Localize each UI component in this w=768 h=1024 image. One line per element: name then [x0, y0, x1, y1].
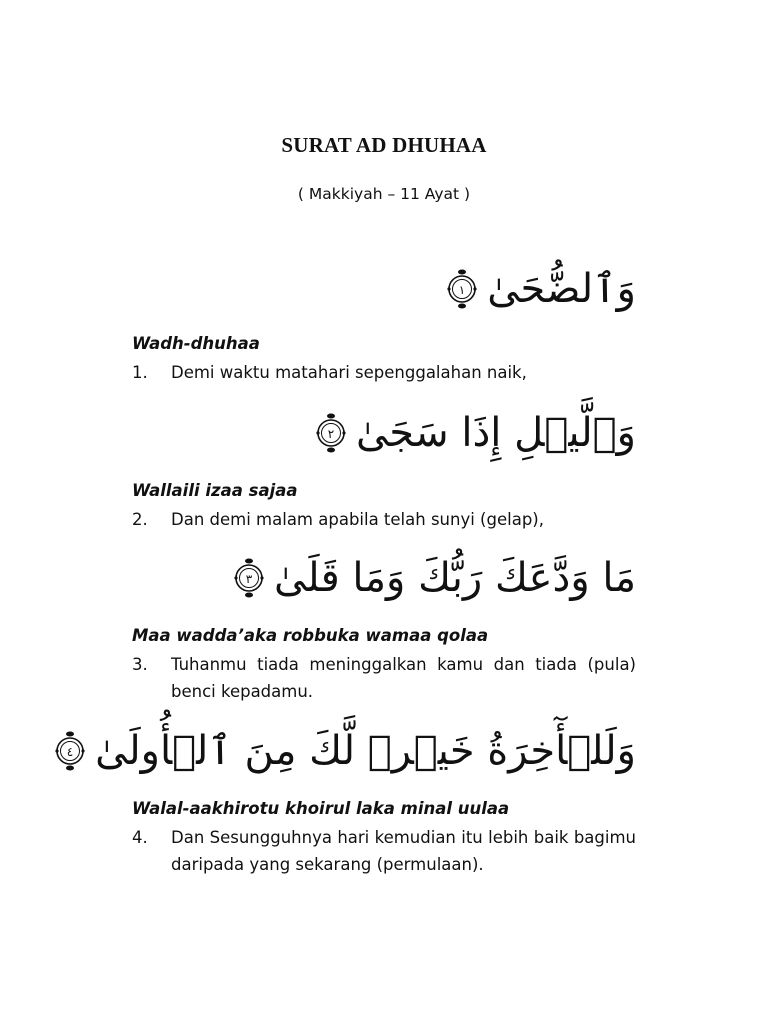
ayah-marker-icon	[232, 555, 266, 601]
translation-text: Dan Sesungguhnya hari kemudian itu lebih baik bagimu daripada yang sekarang (permulaan).	[171, 828, 636, 874]
translation-1	[132, 359, 636, 386]
arabic-verse-3	[232, 555, 636, 601]
verse-number: 4.	[132, 828, 148, 847]
arabic-text: مَا وَدَّعَكَ رَبُّكَ وَمَا قَلَىٰ	[274, 555, 636, 601]
transliteration-1: Wadh-dhuhaa	[132, 334, 260, 353]
transliteration-3: Maa wadda’aka robbuka wamaa qolaa	[132, 626, 489, 645]
verse-number: 1.	[132, 363, 148, 382]
translation-4	[132, 824, 636, 878]
ayah-marker-icon	[314, 410, 348, 456]
arabic-text: وَلَلۡأٓخِرَةُ خَيۡرٞ لَّكَ مِنَ ٱلۡأُولَىٰ	[95, 728, 636, 774]
arabic-text: وَٱلضُّحَىٰ	[487, 266, 636, 312]
translation-text: Demi waktu matahari sepenggalahan naik,	[171, 363, 527, 382]
arabic-verse-1	[445, 266, 636, 312]
ayah-number: ٤	[66, 745, 74, 759]
page-subtitle: ( Makkiyah – 11 Ayat )	[297, 185, 471, 203]
arabic-verse-4	[53, 728, 636, 774]
ayah-number: ١	[458, 283, 466, 297]
transliteration-2: Wallaili izaa sajaa	[132, 481, 298, 500]
translation-2	[132, 506, 636, 533]
translation-text: Dan demi malam apabila telah sunyi (gelap),	[171, 510, 544, 529]
ayah-number: ٢	[327, 427, 335, 441]
arabic-text: وَٱلَّيۡلِ إِذَا سَجَىٰ	[355, 410, 636, 456]
verse-number: 3.	[132, 655, 148, 674]
translation-text: Tuhanmu tiada meninggalkan kamu dan tiada (pula) benci kepadamu.	[171, 655, 636, 701]
verse-number: 2.	[132, 510, 148, 529]
page-title: SURAT AD DHUHAA	[281, 133, 487, 157]
arabic-verse-2	[314, 410, 636, 456]
ayah-number: ٣	[245, 572, 253, 586]
translation-3	[132, 651, 636, 705]
ayah-marker-icon	[445, 266, 479, 312]
transliteration-4: Walal-aakhirotu khoirul laka minal uulaa	[132, 799, 510, 818]
ayah-marker-icon	[53, 728, 87, 774]
